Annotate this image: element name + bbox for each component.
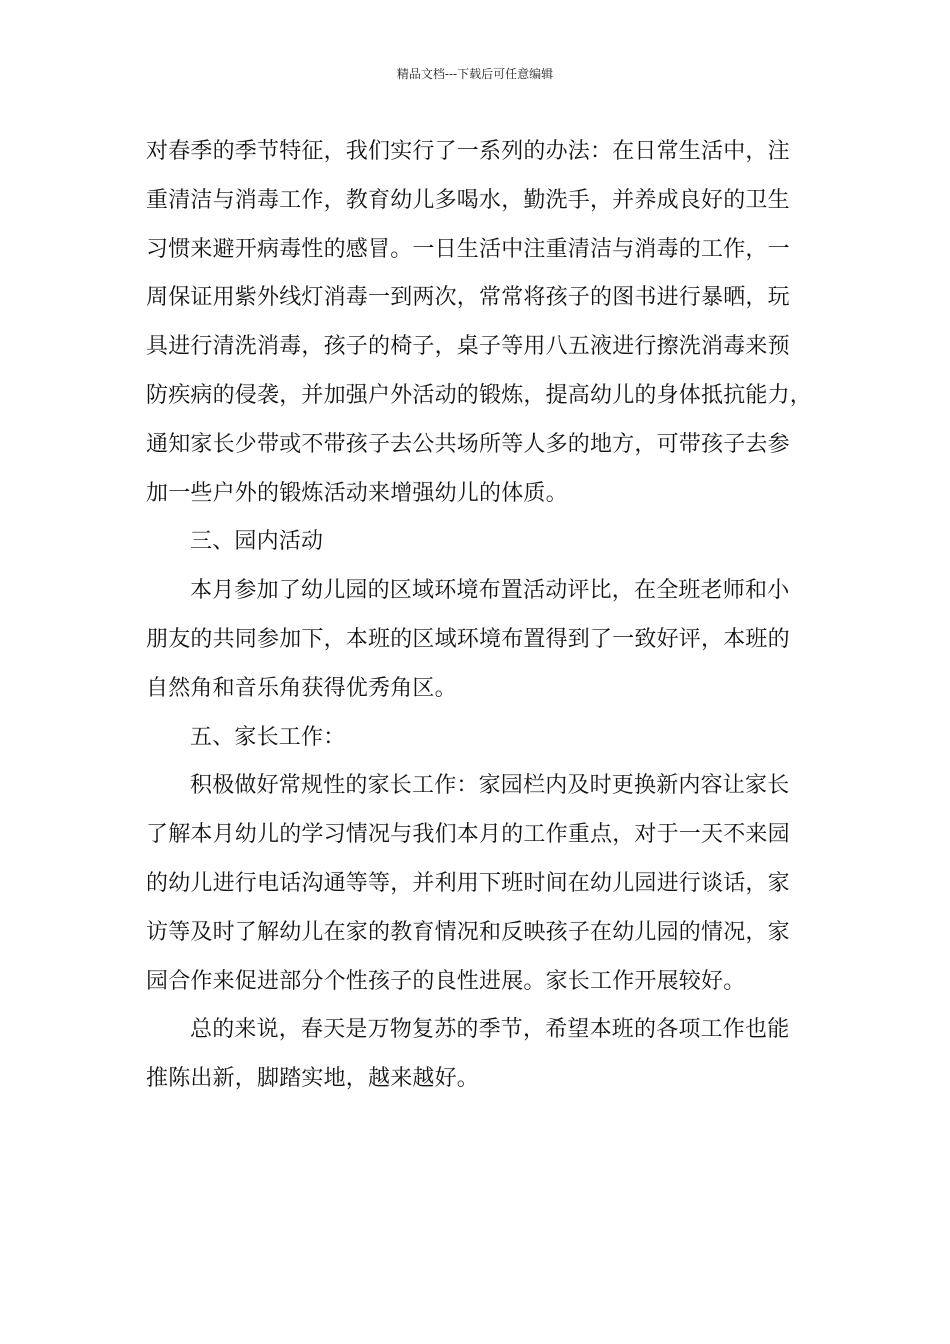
text-line: 防疾病的侵袭，并加强户外活动的锻炼，提高幼儿的身体抵抗能力， bbox=[146, 382, 813, 408]
text-line: 朋友的共同参加下，本班的区域环境布置得到了一致好评，本班的 bbox=[146, 626, 790, 652]
text-line: 加一些户外的锻炼活动来增强幼儿的体质。 bbox=[146, 480, 568, 506]
text-line: 积极做好常规性的家长工作：家园栏内及时更换新内容让家长 bbox=[190, 773, 790, 799]
document-body bbox=[146, 128, 826, 1104]
text-line: 访等及时了解幼儿在家的教育情况和反映孩子在幼儿园的情况，家 bbox=[146, 919, 790, 945]
section-heading-activities bbox=[146, 518, 826, 567]
text-line: 周保证用紫外线灯消毒一到两次，常常将孩子的图书进行暴晒，玩 bbox=[146, 285, 790, 311]
text-line: 自然角和音乐角获得优秀角区。 bbox=[146, 675, 457, 701]
paragraph-summary bbox=[146, 1006, 826, 1104]
text-line: 本月参加了幼儿园的区域环境布置活动评比，在全班老师和小 bbox=[190, 578, 790, 604]
section-heading: 三、园内活动 bbox=[190, 529, 324, 555]
paragraph-parents bbox=[146, 762, 826, 1006]
section-heading: 五、家长工作： bbox=[190, 724, 346, 750]
text-line: 通知家长少带或不带孩子去公共场所等人多的地方，可带孩子去参 bbox=[146, 431, 790, 457]
text-line: 的幼儿进行电话沟通等等，并利用下班时间在幼儿园进行谈话，家 bbox=[146, 870, 790, 896]
text-line: 重清洁与消毒工作，教育幼儿多喝水，勤洗手，并养成良好的卫生 bbox=[146, 187, 790, 213]
text-line: 具进行清洗消毒，孩子的椅子，桌子等用八五液进行擦洗消毒来预 bbox=[146, 334, 790, 360]
text-line: 对春季的季节特征，我们实行了一系列的办法：在日常生活中，注 bbox=[146, 139, 790, 164]
text-line: 了解本月幼儿的学习情况与我们本月的工作重点，对于一天不来园 bbox=[146, 822, 790, 848]
text-line: 推陈出新，脚踏实地，越来越好。 bbox=[146, 1066, 480, 1092]
section-heading-parents bbox=[146, 714, 826, 763]
paragraph-activities bbox=[146, 567, 826, 713]
text-line: 总的来说，春天是万物复苏的季节，希望本班的各项工作也能 bbox=[190, 1017, 790, 1043]
text-line: 园合作来促进部分个性孩子的良性进展。家长工作开展较好。 bbox=[146, 968, 746, 994]
page-header: 精品文档---下载后可任意编辑 bbox=[396, 67, 554, 81]
paragraph-spring-measures bbox=[146, 128, 826, 518]
text-line: 习惯来避开病毒性的感冒。一日生活中注重清洁与消毒的工作，一 bbox=[146, 236, 790, 262]
